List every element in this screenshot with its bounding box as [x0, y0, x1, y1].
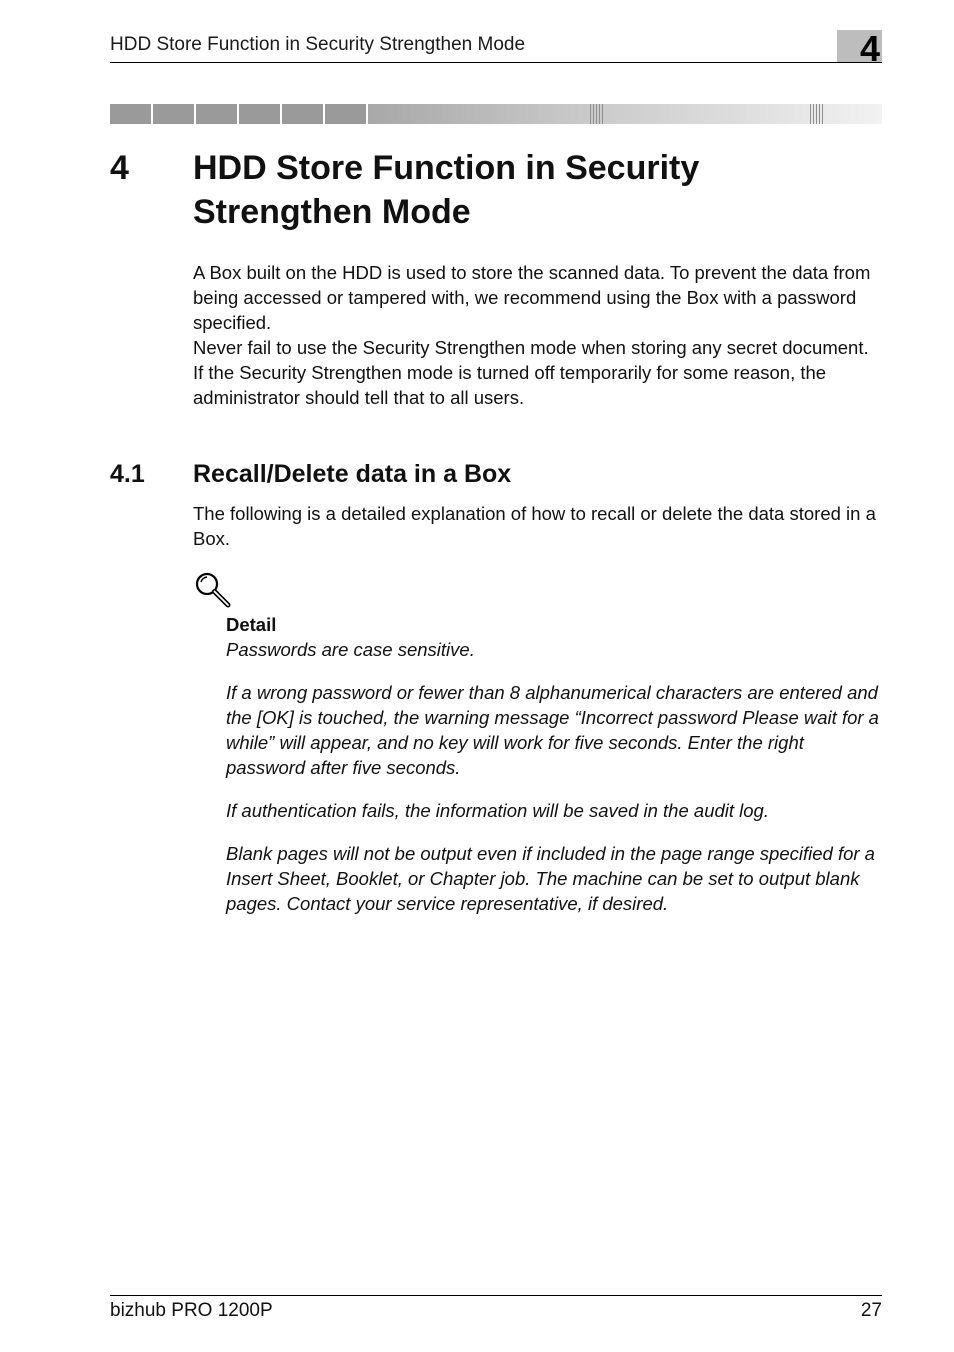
chapter-intro [193, 260, 888, 410]
magnifier-icon [193, 570, 233, 610]
footer-model: bizhub PRO 1200P [110, 1300, 273, 1321]
footer-rule [110, 1295, 882, 1296]
chapter-title: HDD Store Function in Security Strengthen Mode [193, 149, 700, 231]
decorative-bar-segment [110, 104, 151, 124]
decorative-bar-gradient [368, 104, 882, 124]
running-header: HDD Store Function in Security Strengthen Mode [110, 34, 526, 55]
detail-block [226, 612, 886, 934]
decorative-bar-lines [810, 104, 824, 124]
detail-note: If authentication fails, the information will be saved in the audit log. [226, 800, 769, 821]
chapter-number: 4 [110, 149, 129, 187]
chapter-paragraph: Never fail to use the Security Strengthen mode when storing any secret document. [193, 337, 869, 358]
chapter-paragraph: A Box built on the HDD is used to store the scanned data. To prevent the data from being accessed or tampered with, we recommend using the Box with a password specified. [193, 262, 871, 333]
decorative-bar-segment [196, 104, 237, 124]
chapter-paragraph: If the Security Strengthen mode is turned off temporarily for some reason, the administrator should tell that to all users. [193, 362, 827, 408]
decorative-bar-segment [239, 104, 280, 124]
detail-note: Blank pages will not be output even if included in the page range specified for a Insert Sheet, Booklet, or Chapter job. The machine can be set to output blank pages. Contact your service representative, if desired. [226, 843, 875, 914]
decorative-bar-lines [590, 104, 604, 124]
section-title: Recall/Delete data in a Box [193, 460, 512, 488]
detail-note: If a wrong password or fewer than 8 alphanumerical characters are entered and the [OK] is touched, the warning message “Incorrect password Please wait for a while” will appear, and no key will work for five seconds. Enter the right password after five seconds. [226, 682, 879, 778]
decorative-bar [110, 104, 882, 124]
section-intro [193, 501, 888, 551]
chapter-tab-number: 4 [859, 28, 880, 69]
detail-note: Passwords are case sensitive. [226, 639, 475, 660]
section-number: 4.1 [110, 460, 145, 488]
detail-heading: Detail [226, 614, 277, 635]
page-number: 27 [860, 1300, 882, 1321]
header-rule [110, 62, 882, 63]
decorative-bar-segment [153, 104, 194, 124]
section-intro-text: The following is a detailed explanation of how to recall or delete the data stored in a Box. [193, 503, 876, 549]
decorative-bar-segment [282, 104, 323, 124]
chapter-tab [837, 28, 882, 69]
decorative-bar-segment [325, 104, 366, 124]
